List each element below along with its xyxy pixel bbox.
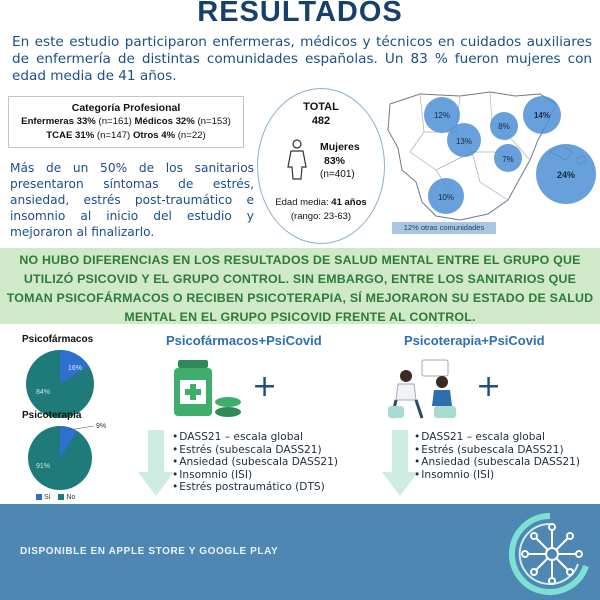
- pie-psicoterapia: [24, 420, 134, 492]
- cat-nurses: Enfermeras 33%: [21, 116, 96, 127]
- col1-list: [172, 431, 338, 494]
- col2-list: [414, 431, 580, 481]
- category-box: [8, 96, 244, 148]
- region-label-2: 14%: [533, 111, 551, 120]
- totals-oval: [257, 88, 385, 244]
- pie-psicoterapia-leader: [68, 426, 94, 430]
- cat-nurses-n: (n=161): [98, 116, 132, 127]
- col1-down-arrow-icon: [138, 430, 174, 496]
- legend-no: No: [66, 494, 76, 501]
- col2-down-arrow-icon: [382, 430, 418, 496]
- region-label-3: 8%: [498, 122, 510, 131]
- total-label: TOTAL: [303, 101, 339, 113]
- category-heading: Categoría Profesional: [71, 102, 181, 114]
- col1-item-2: • Estrés (subescala DASS21): [172, 444, 338, 457]
- age-range: (rango: 23-63): [290, 211, 352, 222]
- page-title: RESULTADOS: [197, 0, 403, 28]
- legend-si-swatch: [36, 494, 42, 500]
- pie-psicofarmacos-si-label: 16%: [68, 365, 83, 372]
- col1-item-4: • Insomnio (ISI): [172, 469, 338, 482]
- col2-plus-icon: +: [476, 369, 502, 404]
- intro-text: En este estudio participaron enfermeras, médicos y técnicos en cuidados auxiliares de enfermería de distintas comunidades españolas. Un 83 % fueron mujeres con edad media de 41 años.: [12, 34, 592, 84]
- age-label: Edad media:: [275, 197, 329, 208]
- pie-psicofarmacos-no-label: 84%: [36, 389, 51, 396]
- region-label-4: 13%: [455, 137, 473, 146]
- col1-item-1: • DASS21 – escala global: [172, 431, 338, 444]
- age-value: 41 años: [331, 197, 367, 208]
- cat-doctors-n: (n=153): [197, 116, 231, 127]
- total-value: 482: [311, 115, 331, 127]
- pie-legend: [36, 494, 75, 501]
- col1-item-5: • Estrés postraumático (DTS): [172, 481, 338, 494]
- pie-psicoterapia-no-label: 91%: [36, 463, 51, 470]
- col2-item-1: • DASS21 – escala global: [414, 431, 580, 444]
- women-n: (n=401): [320, 169, 355, 180]
- psicovid-logo-icon: [508, 512, 592, 596]
- person-icon: [286, 139, 308, 181]
- spain-map: [380, 82, 596, 238]
- other-communities-label: 12% otras comunidades: [392, 222, 496, 234]
- legend-no-swatch: [58, 494, 64, 500]
- legend-si: Sí: [44, 494, 51, 501]
- app-store-notice: DISPONIBLE EN APPLE STORE Y GOOGLE PLAY: [20, 546, 279, 557]
- women-pct: 83%: [324, 155, 346, 167]
- col1-plus-icon: +: [252, 369, 278, 404]
- pies-section: [0, 324, 160, 504]
- cat-others-n: (n=22): [177, 130, 206, 141]
- pill-bottle-icon: [170, 358, 244, 420]
- cat-doctors: Médicos 32%: [134, 116, 195, 127]
- region-label-7: 10%: [437, 193, 455, 202]
- results-banner: NO HUBO DIFERENCIAS EN LOS RESULTADOS DE SALUD MENTAL ENTRE EL GRUPO QUE UTILIZÓ PSICOVID Y EL GRUPO CONTROL. SIN EMBARGO, ENTRE LOS SANITARIOS QUE TOMAN PSICOFÁRMACOS O RECIBEN PSICOTERAPIA, SÍ MEJORARON SU ESTADO DE SALUD MENTAL EN EL GRUPO PSICOVID FRENTE AL CONTROL.: [0, 248, 600, 324]
- symptoms-text: Más de un 50% de los sanitarios presentaron síntomas de estrés, ansiedad, estrés post-traumático e insomnio al inicio del estudio y mejoraron al finalizarlo.: [10, 161, 254, 239]
- col2-item-3: • Ansiedad (subescala DASS21): [414, 456, 580, 469]
- col2-title: Psicoterapia+PsiCovid: [404, 333, 545, 348]
- category-line-2: [9, 129, 243, 143]
- pie-title-psicoterapia: Psicoterapia: [22, 410, 82, 421]
- cat-others: Otros 4%: [132, 130, 176, 141]
- cat-tcae: TCAE 31%: [46, 130, 95, 141]
- therapy-session-icon: [382, 356, 466, 420]
- col1-item-3: • Ansiedad (subescala DASS21): [172, 456, 338, 469]
- region-label-6: 24%: [556, 170, 576, 180]
- pie-title-psicofarmacos: Psicofármacos: [22, 334, 94, 345]
- col2-item-4: • Insomnio (ISI): [414, 469, 580, 482]
- cat-tcae-n: (n=147): [96, 130, 131, 141]
- age-line: [258, 197, 384, 208]
- col1-title: Psicofármacos+PsiCovid: [166, 333, 322, 348]
- category-line-1: [9, 115, 243, 129]
- region-label-5: 7%: [502, 155, 514, 164]
- col2-item-2: • Estrés (subescala DASS21): [414, 444, 580, 457]
- pie-psicoterapia-si-label: 9%: [96, 423, 107, 430]
- women-label: Mujeres: [320, 141, 360, 153]
- region-label-1: 12%: [433, 111, 451, 120]
